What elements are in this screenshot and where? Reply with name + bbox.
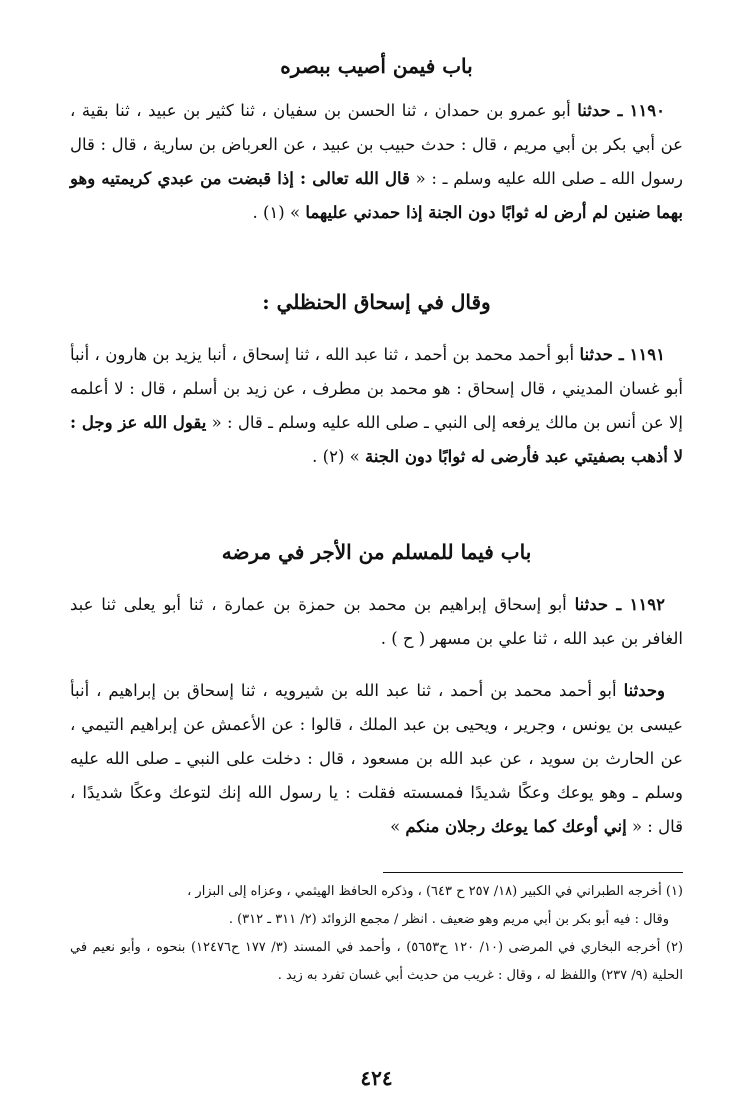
hadith-1192-second-chain <box>70 674 683 844</box>
hadith-1190-quote: قال الله تعالى : إذا قبضت من عبدي كريمتيه وهو بهما ضنين لم أرض له ثوابًا دون الجنة إذا حمدني عليهما <box>70 169 683 222</box>
hadith-1191-end: » (٢) . <box>312 447 365 466</box>
hadith-1190-chain: أبو عمرو بن حمدان ، ثنا الحسن بن سفيان ، ثنا كثير بن عبيد ، ثنا بقية ، عن أبي بكر بن أبي مريم ، قال : حدث حبيب بن عبيد ، عن العرباض بن سارية ، قال : قال رسول الله ـ صلى الله عليه وسلم ـ : « <box>70 101 683 188</box>
hadith-1191-intro: ١١٩١ ـ حدثنا <box>579 345 665 364</box>
footnote-separator <box>383 872 683 873</box>
footnote-2 <box>70 934 683 990</box>
chapter-heading-1: باب فيمن أصيب ببصره <box>280 54 473 78</box>
footnote-1-line-1: (١) أخرجه الطبراني في الكبير (١٨/ ٢٥٧ ح ٦٤٣) ، وذكره الحافظ الهيثمي ، وعزاه إلى البزار ، <box>187 884 683 899</box>
footnotes <box>70 878 683 990</box>
chapter-heading-3: باب فيما للمسلم من الأجر في مرضه <box>221 540 532 564</box>
hadith-1192b-intro: وحدثنا <box>623 681 665 700</box>
hadith-1192-chain: أبو إسحاق إبراهيم بن محمد بن حمزة بن عمارة ، ثنا أبو يعلى ثنا عبد الغافر بن عبد الله ، ثنا علي بن مسهر ( ح ) . <box>70 595 683 648</box>
hadith-1190 <box>70 94 683 230</box>
hadith-1192-intro: ١١٩٢ ـ حدثنا <box>574 595 665 614</box>
hadith-1192b-quote: إني أوعك كما يوعك رجلان منكم <box>405 817 627 836</box>
hadith-1190-end: » (١) . <box>252 203 306 222</box>
hadith-1192b-chain: أبو أحمد محمد بن أحمد ، ثنا عبد الله بن شيرويه ، ثنا إسحاق بن إبراهيم ، أنبأ عيسى بن يونس ، وجرير ، ويحيى بن عبد الملك ، قالوا : عن الأعمش عن إبراهيم التيمي ، عن الحارث بن سويد ، عن عبد الله بن مسعود ، قال : دخلت على النبي ـ صلى الله عليه وسلم ـ وهو يوعك وعكًا شديدًا فمسسته فقلت : يا رسول الله إنك لتوعك وعكًا شديدًا ، قال : « <box>70 681 683 836</box>
footnote-1 <box>70 878 683 934</box>
page-number: ٤٢٤ <box>360 1066 393 1090</box>
hadith-1191-chain: أبو أحمد محمد بن أحمد ، ثنا عبد الله ، ثنا إسحاق ، أنبا يزيد بن هارون ، أنبأ أبو غسان المديني ، قال إسحاق : هو محمد بن مطرف ، عن زيد بن أسلم ، قال : لا أعلمه إلا عن أنس بن مالك يرفعه إلى النبي ـ صلى الله عليه وسلم ـ قال : « <box>70 345 683 432</box>
hadith-1192 <box>70 588 683 656</box>
footnote-2-line-1: (٢) أخرجه البخاري في المرضى (١٠/ ١٢٠ ح٥٦٥٣) ، وأحمد في المسند (٣/ ١٧٧ ح١٢٤٧٦) <box>190 940 684 955</box>
hadith-1192b-end: » <box>390 817 406 836</box>
hadith-1191 <box>70 338 683 474</box>
hadith-1191-quote: يقول الله عز وجل : لا أذهب بصفيتي عبد فأرضى له ثوابًا دون الجنة <box>70 413 683 466</box>
footnote-2-line-2: بنحوه ، وأبو نعيم في الحلية (٩/ ٢٣٧) واللفظ له ، وقال : غريب من حديث أبي غسان تفرد به زيد . <box>70 940 683 983</box>
footnote-1-line-2: وقال : فيه أبو بكر بن أبي مريم وهو ضعيف . انظر / مجمع الزوائد (٢/ ٣١١ ـ ٣١٢) . <box>228 912 669 927</box>
hadith-1190-intro: ١١٩٠ ـ حدثنا <box>577 101 665 120</box>
section-heading-2: وقال في إسحاق الحنظلي : <box>262 290 491 314</box>
book-page <box>70 0 683 1112</box>
